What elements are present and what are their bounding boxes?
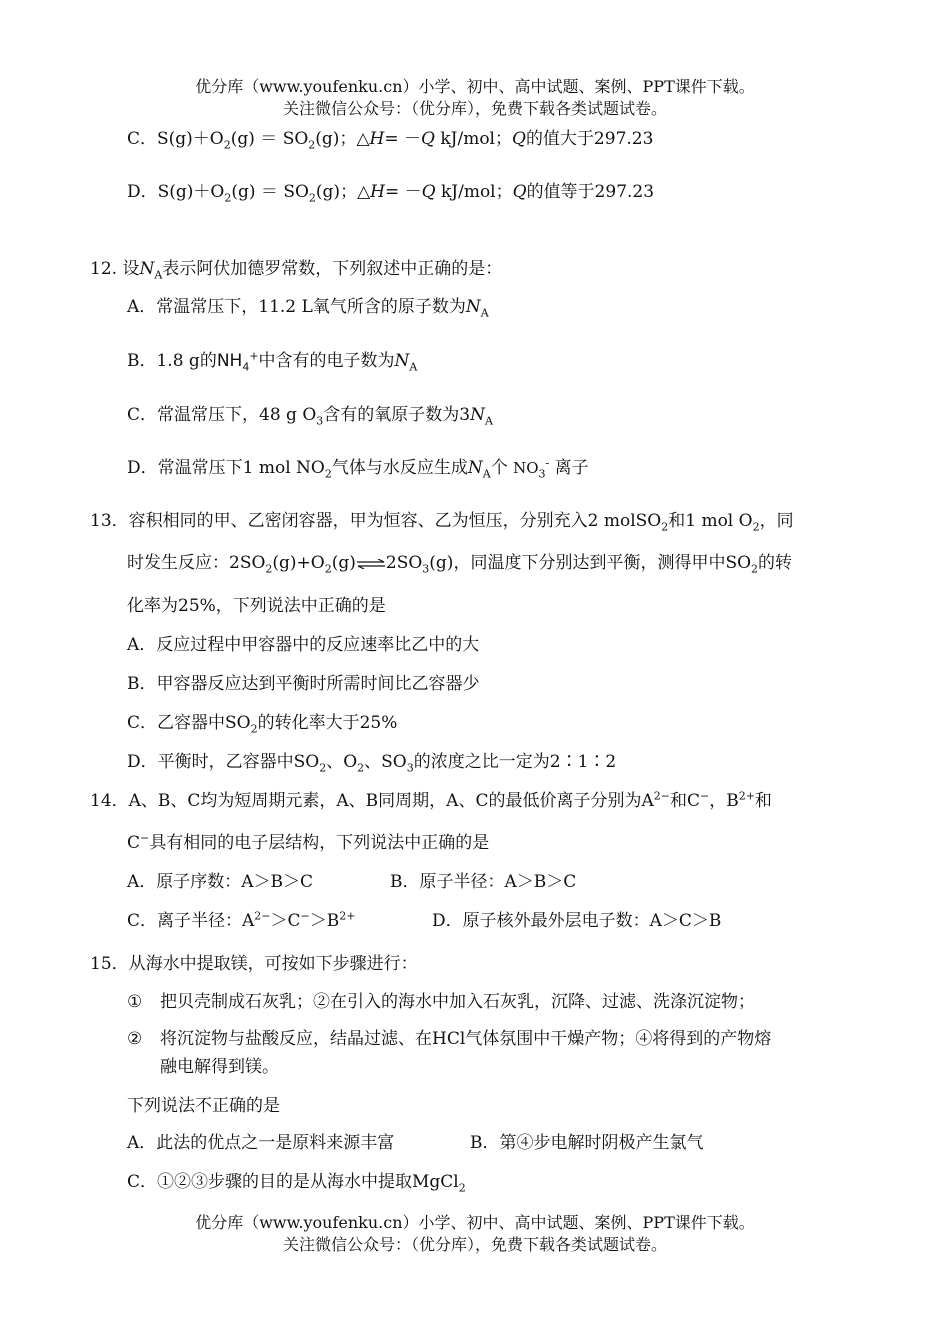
q13-option-c: C．乙容器中$SO_2$的转化率大于25% [127, 713, 398, 736]
q15-question: 下列说法不正确的是 [127, 1096, 280, 1116]
q15-step-2-line-1: 将沉淀物与盐酸反应，结晶过滤、在HCl气体氛围中干燥产物；④将得到的产物熔 [160, 1029, 772, 1049]
q12-option-a: A．常温常压下，11.2 L氧气所含的原子数为$N_A$ [127, 297, 489, 320]
q13-stem-line-2: 时发生反应：$2SO_2(g)+O_2(g)$ $2SO_3(g)$，同温度下分别达到平衡，测得甲中$SO_2$的转 [127, 553, 793, 576]
q15-stem: 15．从海水中提取镁，可按如下步骤进行： [90, 954, 418, 974]
q13-stem-line-3: 化率为25%，下列说法中正确的是 [127, 596, 386, 616]
q15-step-1: 把贝壳制成石灰乳；②在引入的海水中加入石灰乳，沉降、过滤、洗涤沉淀物； [160, 992, 755, 1012]
q12-stem: 12. 设$N_A$表示阿伏加德罗常数，下列叙述中正确的是： [90, 259, 503, 282]
q13-option-d: D．平衡时，乙容器中$SO_2$、$O_2$、$SO_3$的浓度之比一定为2∶1∶2 [127, 752, 617, 775]
q13-option-b: B．甲容器反应达到平衡时所需时间比乙容器少 [127, 674, 480, 694]
q11-option-c: C．$S(g)+O_2(g) = SO_2(g)$；△H= －Q kJ/mol；Q的值大于297.23 [127, 129, 654, 152]
header-line-1: 优分库（www.youfenku.cn）小学、初中、高中试题、案例、PPT课件下载。 [195, 77, 755, 96]
q14-stem-line-2: C−具有相同的电子层结构，下列说法中正确的是 [127, 831, 490, 853]
q11-option-d: D．$S(g)+O_2(g) = SO_2(g)$；△H= －Q kJ/mol；Q的值等于297.23 [127, 182, 655, 205]
q15-option-a: A．此法的优点之一是原料来源丰富 [127, 1133, 395, 1153]
q15-step-1-number: ① [127, 992, 143, 1012]
q15-step-2-number: ② [127, 1029, 143, 1049]
q15-step-2-line-2: 融电解得到镁。 [160, 1057, 279, 1077]
q14-option-b: B．原子半径：A＞B＞C [390, 872, 577, 892]
q12-option-d: D．常温常压下1 mol $NO_2$气体与水反应生成$N_A$个 $NO_3^-$ 离子 [127, 456, 589, 481]
q15-option-b: B．第④步电解时阴极产生氯气 [470, 1133, 704, 1153]
q14-option-a: A．原子序数：A＞B＞C [127, 872, 314, 892]
q14-option-d: D．原子核外最外层电子数：A＞C＞B [432, 911, 722, 931]
q13-option-a: A．反应过程中甲容器中的反应速率比乙中的大 [127, 635, 480, 655]
q12-option-b: B．1.8 g的$NH_4^+$中含有的电子数为$N_A$ [127, 349, 418, 374]
footer-line-1: 优分库（www.youfenku.cn）小学、初中、高中试题、案例、PPT课件下载。 [195, 1213, 755, 1232]
q13-stem-line-1: 13．容积相同的甲、乙密闭容器，甲为恒容、乙为恒压，分别充入2 molSO$_2$和1 mol $O_2$，同 [90, 511, 794, 534]
equilibrium-arrow-icon [356, 559, 386, 569]
footer-line-2: 关注微信公众号：（优分库），免费下载各类试题试卷。 [282, 1235, 667, 1254]
q14-stem-line-1: 14．A、B、C均为短周期元素，A、B同周期，A、C的最低价离子分别为$A^{2-}$和C−，$B^{2+}$和 [90, 789, 772, 811]
q15-option-c: C．①②③步骤的目的是从海水中提取MgCl$_2$ [127, 1172, 466, 1195]
header-line-2: 关注微信公众号：（优分库），免费下载各类试题试卷。 [282, 99, 667, 118]
q12-option-c: C．常温常压下，48 g $O_3$含有的氧原子数为$3N_A$ [127, 405, 493, 428]
q14-option-c: C．离子半径：$A^{2-}>C^->B^{2+}$ [127, 909, 356, 931]
